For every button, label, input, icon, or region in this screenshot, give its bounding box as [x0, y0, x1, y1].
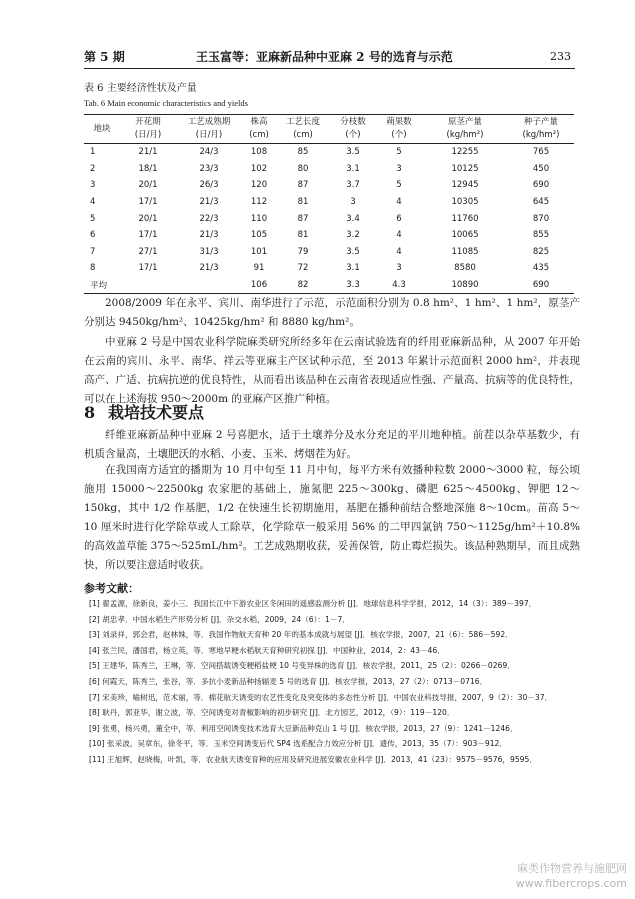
table-row	[84, 210, 574, 227]
table-cell: 17/1	[138, 197, 158, 208]
table-cell: 3.4	[346, 213, 360, 224]
col-header-maturity: 工艺成熟期 (日/月)	[176, 115, 242, 144]
table-cell: 3.5	[346, 246, 360, 257]
table-cell: 91	[253, 263, 265, 274]
table-cell: 5	[396, 180, 402, 191]
table-cell: 3.2	[346, 230, 360, 241]
col-header-tech-length: 工艺长度 (cm)	[276, 115, 330, 144]
table-cell: 21/1	[138, 147, 158, 158]
col-header-height: 株高 (cm)	[242, 115, 276, 144]
table-cell: 3.1	[346, 163, 360, 174]
body-paragraph: 在我国南方适宜的播期为 10 月中旬至 11 月中旬，每平方米有效播种粒数 2000～3000 粒，每公顷施用 15000～22500kg 农家肥的基础上，施氮肥 225～300kg、磷肥 625～4500kg、钾肥 12～150kg，其中 1/2 作基肥，1/2 在快速生长初期施用，基肥在播种前结合整地深施 8～10cm。苗高 5～10 厘米时进行化学除草或人工除草，化学除草一般采用 56% 的二甲四氯钠 750～1125g/hm²＋10.8% 的高效盖草能 375～525mL/hm²。工艺成熟期收获，妥善保管，防止霉烂损失。该品种熟期早，而且成熟快，所以要注意适时收获。	[84, 464, 580, 571]
table-cell: 112	[250, 197, 268, 208]
table-cell: 20/1	[138, 180, 158, 191]
watermark	[516, 861, 627, 891]
table-row-average	[84, 277, 574, 294]
table-cell: 12945	[451, 180, 479, 191]
table-cell: 12255	[451, 147, 479, 158]
table-row	[84, 161, 574, 178]
table-cell: 690	[532, 280, 550, 291]
table-cell: 645	[532, 197, 550, 208]
table-cell: 26/3	[199, 180, 219, 191]
table-cell: 3	[396, 163, 402, 174]
page-number: 233	[550, 50, 571, 63]
economic-traits-table	[84, 114, 574, 294]
table-cell: 105	[250, 230, 268, 241]
reference-item: [2] 胡忠孝．中国水稻生产形势分析 [J]．杂交水稻，2009，24（6）：1－7．	[89, 614, 350, 624]
table-caption-cn: 表 6 主要经济性状及产量	[84, 83, 197, 94]
table-cell: 4.3	[392, 280, 406, 291]
table-cell: 72	[297, 263, 309, 274]
table-cell: 20/1	[138, 213, 158, 224]
table-cell: 平均	[90, 281, 108, 292]
reference-item: [5] 王建华，陈秀兰，王琳，等．空间搭载诱变粳稻盐梗 10 号变异株的选育 [J]．核农学报，2011，25（2）：0266－0269．	[89, 661, 515, 671]
table-cell: 22/3	[199, 213, 219, 224]
watermark-url: www.fibercrops.com	[515, 877, 627, 890]
table-cell: 10890	[451, 280, 479, 291]
table-cell: 870	[532, 213, 550, 224]
table-cell: 80	[297, 163, 309, 174]
col-header-branches: 分枝数 (个)	[330, 115, 376, 144]
table-cell: 17/1	[138, 230, 158, 241]
table-cell: 87	[297, 213, 309, 224]
header-rule	[84, 68, 575, 69]
table-row	[84, 227, 574, 244]
reference-item: [10] 张采波，吴章东，徐冬平，等．玉米空间诱变后代 SP4 选系配合力效应分析 [J]．遗传，2013，35（7）：903－912．	[89, 739, 507, 749]
reference-item: [1] 翟孟源，徐新良，姜小三．我国长江中下游农业区冬闲田的遥感监测分析 [J]．地球信息科学学报，2012，14（3）：389－397．	[89, 599, 537, 608]
table-cell: 10065	[451, 230, 479, 241]
table-cell: 87	[297, 180, 309, 191]
table-cell: 4	[396, 230, 402, 241]
col-header-capsules: 蒴果数 (个)	[376, 115, 422, 144]
table-cell: 8	[90, 263, 96, 274]
cultivation-paragraph-1	[84, 426, 580, 464]
watermark-site-name: 麻类作物营养与施肥网	[517, 862, 627, 875]
table-cell: 855	[532, 230, 550, 241]
table-cell: 3	[350, 197, 356, 208]
table-cell: 825	[532, 246, 550, 257]
col-header-seed-yield: 种子产量 (kg/hm²)	[508, 115, 574, 144]
table-cell: 8580	[454, 263, 476, 274]
col-header-stem-yield: 原茎产量 (kg/hm²)	[422, 115, 508, 144]
section-heading	[84, 400, 204, 423]
table-cell: 3.7	[346, 180, 360, 191]
reference-item: [7] 宋美珍，喻树迅，范术丽，等．棉花航天诱变的农艺性变化及突变体的多态性分析 [J]．中国农业科技导报，2007，9（2）：30－37．	[89, 692, 553, 702]
table-cell: 10125	[451, 163, 479, 174]
table-cell: 110	[250, 213, 268, 224]
body-paragraph: 中亚麻 2 号是中国农业科学院麻类研究所经多年在云南试验选育的纤用亚麻新品种，从 2007 年开始在云南的宾川、永平、南华、祥云等亚麻主产区试种示范，至 2013 年累计示范面积 2000 hm²，并表现高产、广适、抗病抗逆的优良特性，从而看出该品种在云南省表现适应性强、产量高、抗病等的优良特性，可以在上述海拔 950～2000m 的亚麻产区推广种植。	[84, 336, 580, 405]
cultivation-paragraph-2	[84, 461, 580, 575]
table-cell: 3	[396, 263, 402, 274]
section-title: 栽培技术要点	[108, 403, 205, 422]
variety-summary-paragraph	[84, 333, 580, 409]
table-cell: 1	[90, 147, 96, 158]
table-cell: 108	[250, 147, 268, 158]
reference-list	[84, 596, 580, 768]
reference-item: [8] 耿丹，郭亚华，谢立波，等．空间诱变对青椒影响的初步研究 [J]．北方园艺，2012，（9）：119－120．	[89, 708, 455, 718]
table-cell: 18/1	[138, 163, 158, 174]
table-cell: 4	[90, 197, 96, 208]
body-paragraph: 2008/2009 年在永平、宾川、南华进行了示范，示范面积分别为 0.8 hm²、1 hm²、1 hm²，原茎产分别达 9450kg/hm²、10425kg/hm² 和 8880 kg/hm²。	[84, 297, 580, 328]
table-cell: 3.5	[346, 147, 360, 158]
table-cell: 7	[90, 246, 96, 257]
body-paragraph: 纤维亚麻新品种中亚麻 2 号喜肥水，适于土壤养分及水分充足的平川地种植。前茬以杂草基数少，有机质含量高，土壤肥沃的水稻、小麦、玉米、烤烟茬为好。	[84, 429, 580, 460]
table-cell: 23/3	[199, 163, 219, 174]
table-cell: 11085	[451, 246, 479, 257]
table-row	[84, 177, 574, 194]
table-header-row	[84, 115, 574, 144]
reference-item: [11] 王旭辉，赵晓梅，叶凯，等．农业航天诱变育种的应用及研究进展安徽农业科学 [J]．2013，41（23）：9575－9576，9595．	[89, 754, 537, 764]
table-cell: 6	[396, 213, 402, 224]
table-cell: 101	[250, 246, 268, 257]
reference-item: [9] 张勇，杨兴勇，董全中，等．利用空间诱变技术选育大豆新品种克山 1 号 [J]．核农学报，2013，27（9）：1241－1246．	[89, 723, 518, 733]
table-row	[84, 244, 574, 261]
table-row	[84, 194, 574, 211]
table-cell: 5	[90, 213, 96, 224]
issue-number: 第 5 期	[84, 50, 125, 64]
table-cell: 3	[90, 180, 96, 191]
table-cell: 5	[396, 147, 402, 158]
table-cell: 85	[297, 147, 309, 158]
table-cell: 2	[90, 163, 96, 174]
table-cell	[176, 277, 242, 294]
page-header	[84, 48, 575, 68]
table-cell: 24/3	[199, 147, 219, 158]
table-caption-en: Tab. 6 Main economic characteristics and yields	[84, 98, 248, 108]
table-cell	[120, 277, 176, 294]
table-cell: 765	[532, 147, 550, 158]
table-cell: 10305	[451, 197, 479, 208]
table-cell: 690	[532, 180, 550, 191]
table-cell: 6	[90, 230, 96, 241]
table-cell: 450	[532, 163, 550, 174]
table-cell: 106	[250, 280, 268, 291]
col-header-flowering: 开花期 (日/月)	[120, 115, 176, 144]
table-cell: 21/3	[199, 230, 219, 241]
table-cell: 79	[297, 246, 309, 257]
table-cell: 82	[297, 280, 309, 291]
table-cell: 4	[396, 246, 402, 257]
running-title: 王玉富等：亚麻新品种中亚麻 2 号的选育与示范	[196, 50, 453, 64]
reference-item: [6] 何霞天，陈秀兰，张谷，等．多抗小麦新品种扬辐麦 5 号的选育 [J]．核农学报，2013，27（2）：0713－0716．	[89, 676, 488, 686]
table-cell: 11760	[451, 213, 479, 224]
table-cell: 4	[396, 197, 402, 208]
table-cell: 27/1	[138, 246, 158, 257]
table-cell: 31/3	[199, 246, 219, 257]
table-cell: 81	[297, 230, 309, 241]
table-row	[84, 260, 574, 277]
table-cell: 120	[250, 180, 268, 191]
table-cell: 17/1	[138, 263, 158, 274]
table-cell: 81	[297, 197, 309, 208]
section-number: 8	[84, 403, 96, 422]
table-cell: 102	[250, 163, 268, 174]
reference-item: [3] 刘录祥，郭会君，赵林姝，等．我国作物航天育种 20 年的基本成就与展望 [J]．核农学报，2007，21（6）：586－592．	[89, 630, 513, 640]
references-heading: 参考文献：	[84, 582, 139, 595]
table-row	[84, 144, 574, 161]
col-header-plot: 地块	[84, 115, 120, 144]
table-cell: 21/3	[199, 263, 219, 274]
table-cell: 21/3	[199, 197, 219, 208]
table-cell: 3.3	[346, 280, 360, 291]
table-cell: 435	[532, 263, 550, 274]
reference-item: [4] 张兰民，潘国君，杨立英，等．寒地早粳水稻航天育种研究初探 [J]．中国种业，2014，2：43－46．	[89, 645, 445, 655]
table-cell: 3.1	[346, 263, 360, 274]
demonstration-paragraph	[84, 294, 580, 332]
